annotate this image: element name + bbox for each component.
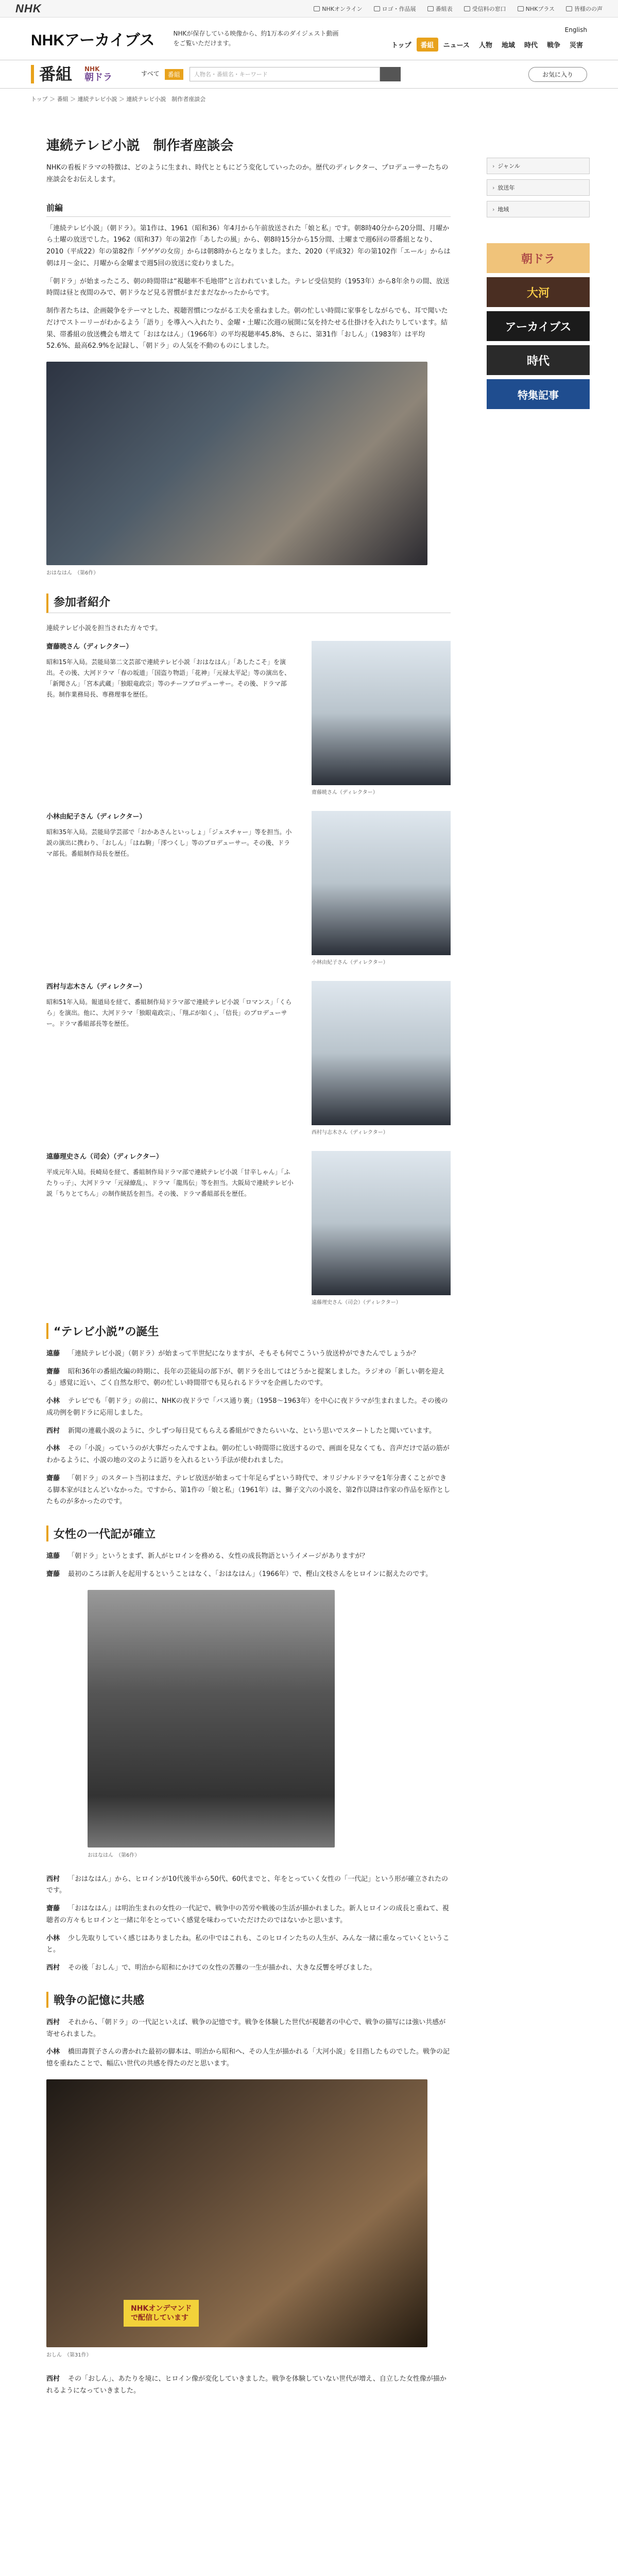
language-switch[interactable]: English xyxy=(564,26,587,33)
top-links xyxy=(314,5,603,13)
portrait-caption: 遠藤理史さん（司会）（ディレクター） xyxy=(312,1299,401,1306)
participant-name: 遠藤理史さん（司会）（ディレクター） xyxy=(46,1153,163,1161)
banner-features[interactable]: 特集記事 xyxy=(487,379,590,409)
section-title: 番組 xyxy=(31,65,72,83)
search-input[interactable]: 人物名・番組名・キーワード xyxy=(190,67,380,81)
top-link[interactable]: NHKプラス xyxy=(518,5,555,13)
portrait-photo xyxy=(312,811,451,955)
chevron-right-icon: › xyxy=(492,162,495,170)
top-link[interactable]: ロゴ・作品展 xyxy=(374,5,416,13)
filter-year[interactable]: › 放送年 xyxy=(487,179,590,196)
dialogue-line: 遠藤 「連続テレビ小説」（朝ドラ）が始まって半世紀になりますが、そもそも何でこういう放送枠ができたんでしょうか？ xyxy=(46,1349,420,1358)
nav-war[interactable]: 戦争 xyxy=(546,41,560,49)
dialogue-line: 西村 新聞の連載小説のように、少しずつ毎日見てもらえる番組ができたらいいな、という思いでスタートしたと聞いています。 xyxy=(46,1427,436,1435)
portrait-photo xyxy=(312,981,451,1125)
nav-news[interactable]: ニュース xyxy=(443,41,470,49)
participant-bio: 昭和51年入局。報道局を経て、番組制作局ドラマ部で連続テレビ小説「ロマンス」「くらら」を演出。他に、大河ドラマ「独眼竜政宗」、「翔ぶが如く」、「信長」のプロデューサー。ドラマ番組部長等を歴任。 xyxy=(46,998,292,1027)
dialogue-line: 小林 その「小説」っていうのが大事だったんですよね。朝の忙しい時間帯に放送するので、画面を見なくても、音声だけで話の筋がわかるように、小説の地の文のように語りを入れるという手法が使われました。 xyxy=(46,1445,450,1465)
top-link[interactable]: 皆様のの声 xyxy=(566,5,603,13)
participant-bio: 昭和15年入局。芸能局第二文芸部で連続テレビ小説「おはなはん」「あしたこそ」を演出。その後、大河ドラマ「春の坂道」「国盗り物語」「花神」「元禄太平記」等の演出を、「新聞さん」「宮本武蔵」「独眼竜政宗」等のチーフプロデューサー。その後、ドラマ部長。制作業務局長、専務理事を歴任。 xyxy=(46,658,291,698)
link-icon xyxy=(427,6,434,11)
nav-people[interactable]: 人物 xyxy=(478,41,492,49)
dialogue-line: 齋藤 昭和36年の番組改編の時期に、長年の芸能局の部下が、朝ドラを出してはどうかと提案しました。ラジオの「新しい朝を迎える」感覚に近い、ごく自然な形で、朝の忙しい時間帯でも見られるドラマを企画したのです。 xyxy=(46,1367,445,1387)
search-tabs xyxy=(141,69,183,80)
section-heading: 前編 xyxy=(46,201,451,217)
section-header xyxy=(0,60,618,89)
my-favorites-button[interactable]: お気に入り xyxy=(528,67,587,82)
asadora-brand[interactable]: NHK 朝ドラ xyxy=(84,65,113,83)
participant-name: 小林由紀子さん（ディレクター） xyxy=(46,812,146,821)
page-title: 連続テレビ小説 制作者座談会 xyxy=(46,138,234,154)
link-icon xyxy=(374,6,380,11)
banner-asadora[interactable]: 朝ドラ xyxy=(487,243,590,273)
dialogue-line: 小林 テレビでも「朝ドラ」の前に、NHKの夜ドラで「バス通り裏」（1958～1963年）を中心に夜ドラマが生まれました。その後の成功例を朝ドラに応用しました。 xyxy=(46,1397,448,1417)
photo-caption: おしん （第31作） xyxy=(46,2352,92,2358)
portrait-photo xyxy=(312,1151,451,1295)
portrait-caption: 小林由紀子さん（ディレクター） xyxy=(312,959,388,965)
breadcrumb[interactable]: トップ ＞ 番組 ＞ 連続テレビ小説 ＞ 連続テレビ小説 制作者座談会 xyxy=(31,96,206,103)
participant-card xyxy=(46,981,451,1136)
drama-still-photo xyxy=(46,362,427,565)
filter-genre[interactable]: › ジャンル xyxy=(487,158,590,174)
link-icon xyxy=(464,6,470,11)
drama-still-photo xyxy=(88,1590,335,1848)
section-heading: “テレビ小説”の誕生 xyxy=(46,1323,451,1339)
top-link[interactable]: 受信料の窓口 xyxy=(464,5,506,13)
participant-card xyxy=(46,1151,451,1306)
dialogue-line: 齋藤 「朝ドラ」のスタート当初はまだ、テレビ放送が始まって十年足らずという時代で、オリジナルドラマを1年分書くことができる脚本家がほとんどいなかった。ですから、第1作の「娘と私」（1961年）は、獅子文六の小説を、第2作以降は作家の作品を原作としたものが多かったのです。 xyxy=(46,1474,451,1506)
dialogue-line: 小林 橋田壽賀子さんの書かれた最初の脚本は、明治から昭和へ、その人生が描かれる「大河小説」を目指したものでした。戦争の記憶を重ねたことで、幅広い世代の共感を得たのだと思います。 xyxy=(46,2048,450,2068)
article-lead: NHKの看板ドラマの特徴は、どのように生まれ、時代とともにどう変化していったのか。歴代のディレクター、プロデューサーたちの座談会をお伝えします。 xyxy=(46,164,449,183)
tab-programs[interactable]: 番組 xyxy=(165,69,183,80)
dialogue-line: 齋藤 最初のころは新人を起用するということはなく、「おはなはん」（1966年）で、樫山文枝さんをヒロインに据えたのです。 xyxy=(46,1570,433,1578)
section-heading: 女性の一代記が確立 xyxy=(46,1526,451,1541)
banner-era[interactable]: 時代 xyxy=(487,345,590,375)
nav-top[interactable]: トップ xyxy=(391,41,411,49)
dialogue-line: 西村 その「おしん」、あたりを境に、ヒロイン像が変化していきました。戦争を体験していない世代が増え、自立した女性像が描かれるようになっていきました。 xyxy=(46,2375,447,2395)
section-heading: 参加者紹介 xyxy=(46,594,451,613)
drama-still-photo xyxy=(46,2079,427,2347)
photo-caption: おはなはん （第6作） xyxy=(88,1852,140,1858)
paragraph: 制作者たちは、企画競争をテーマとした、視聴習慣につながる工夫を重ねました。朝の忙しい時間に家事をしながらでも、耳で聞いただけでストーリーがわかるよう「語り」を導入へ入れたり、金曜・土曜に次週の展開に気を持たせる仕掛けを入れたりしています。結果、帯番組の放送機会も増えて「おはなはん」（1966年）の平均視聴率45.8%、さらに、第31作「おしん」（1983年）は平均52.6%、最高62.9%を記録し、「朝ドラ」の人気を不動のものにしました。 xyxy=(46,307,448,350)
dialogue-line: 齋藤 「おはなはん」は明治生まれの女性の一代記で、戦争中の苦労や戦後の生活が描かれました。新人ヒロインの成長と重ねて、視聴者の方々もヒロインと一緒に年をとっていく感覚を味わっていただけたのではないかと思います。 xyxy=(46,1905,449,1924)
banner-taiga[interactable]: 大河 xyxy=(487,277,590,307)
paragraph: 「朝ドラ」が始まったころ、朝の時間帯は“視聴率不毛地帯”と言われていました。テレビ受信契約（1953年）から8年余りの間、放送時間は昼と夜間のみで、朝ドラなど見る習慣がまだまだなかったからです。 xyxy=(46,277,450,297)
participant-name: 西村与志木さん（ディレクター） xyxy=(46,982,146,991)
nav-disaster[interactable]: 災害 xyxy=(569,41,583,49)
ondemand-badge[interactable]: NHKオンデマンド で配信しています xyxy=(124,2300,199,2327)
dialogue-line: 西村 それから、「朝ドラ」の一代記といえば、戦争の記憶です。戦争を体験した世代が視聴者の中心で、戦争の描写には強い共感が寄せられました。 xyxy=(46,2018,446,2038)
dialogue-line: 遠藤 「朝ドラ」というとまず、新人がヒロインを務める、女性の成長物語というイメージがありますが？ xyxy=(46,1552,369,1561)
nav-region[interactable]: 地域 xyxy=(501,41,515,49)
site-logo[interactable]: NHKアーカイブス xyxy=(31,32,155,49)
dialogue-line: 小林 少し先取りしていく感じはありましたね。私の中ではこれも、このヒロインたちの人生が、みんな一緒に重なっていくということ。 xyxy=(46,1934,450,1954)
sidebar xyxy=(487,158,590,413)
portrait-caption: 西村与志木さん（ディレクター） xyxy=(312,1129,388,1136)
dialogue-line: 西村 その後「おしん」で、明治から昭和にかけての女性の苦難の一生が描かれ、大きな反響を呼びました。 xyxy=(46,1964,376,1972)
participant-bio: 平成元年入局。長崎局を経て、番組制作局ドラマ部で連続テレビ小説「甘辛しゃん」「ふたりっ子」、大河ドラマ「元禄繚乱」、ドラマ「龍馬伝」等を担当。大阪局で連続テレビ小説「ちりとてちん」の制作統括を担当。その後、ドラマ番組部長を歴任。 xyxy=(46,1168,294,1197)
paragraph: 「連続テレビ小説」（朝ドラ）。第1作は、1961（昭和36）年4月から午前放送された「娘と私」です。朝8時40分から20分間、月曜から土曜の放送でした。1962（昭和37）年の第2作「あしたの風」から、朝8時15分から15分間、土曜まで週6回の帯番組となり、2010（平成22）年の第82作「ゲゲゲの女房」からは朝8時からとなりました。また、2020（平成32）年の第102作「エール」からは朝は月～金に、月曜から金曜まで週5回の放送に変わりました。 xyxy=(46,224,451,267)
link-icon xyxy=(518,6,524,11)
section-heading: 戦争の記憶に共感 xyxy=(46,1992,451,2008)
nav-programs[interactable]: 番組 xyxy=(417,38,438,52)
chevron-right-icon: › xyxy=(492,206,495,213)
article xyxy=(46,124,451,2403)
top-bar xyxy=(0,0,618,18)
nav-era[interactable]: 時代 xyxy=(524,41,538,49)
portrait-caption: 齋藤暁さん（ディレクター） xyxy=(312,789,378,795)
chevron-right-icon: › xyxy=(492,184,495,191)
top-link[interactable]: 番組表 xyxy=(427,5,453,13)
banner-archives[interactable]: アーカイブス xyxy=(487,311,590,341)
link-icon xyxy=(566,6,572,11)
link-icon xyxy=(314,6,320,11)
search-button[interactable] xyxy=(380,67,401,81)
participant-bio: 昭和35年入局。芸能局学芸部で「おかあさんといっしょ」「ジェスチャー」等を担当。小説の演出に携わり、「おしん」「はね駒」「澪つくし」等のプロデューサー。その後、ドラマ部長。番組制作局長を歴任。 xyxy=(46,828,292,857)
tab-all[interactable]: すべて xyxy=(141,70,160,77)
dialogue-line: 西村 「おはなはん」から、ヒロインが10代後半から50代、60代までと、年をとっていく女性の「一代記」という形が確立されたのです。 xyxy=(46,1875,448,1895)
portrait-photo xyxy=(312,641,451,785)
filter-region[interactable]: › 地域 xyxy=(487,201,590,217)
site-header xyxy=(0,18,618,60)
top-link[interactable]: NHKオンライン xyxy=(314,5,362,13)
global-nav xyxy=(387,38,587,52)
section-intro: 連続テレビ小説を担当された方々です。 xyxy=(46,624,162,632)
photo-caption: おはなはん （第6作） xyxy=(46,570,99,576)
participant-card xyxy=(46,811,451,965)
participant-name: 齋藤暁さん（ディレクター） xyxy=(46,642,133,651)
participant-card xyxy=(46,641,451,795)
nhk-logo[interactable]: NHK xyxy=(15,2,42,15)
site-tagline: NHKが保存している映像から、約1万本のダイジェスト動画をご覧いただけます。 xyxy=(173,29,339,47)
